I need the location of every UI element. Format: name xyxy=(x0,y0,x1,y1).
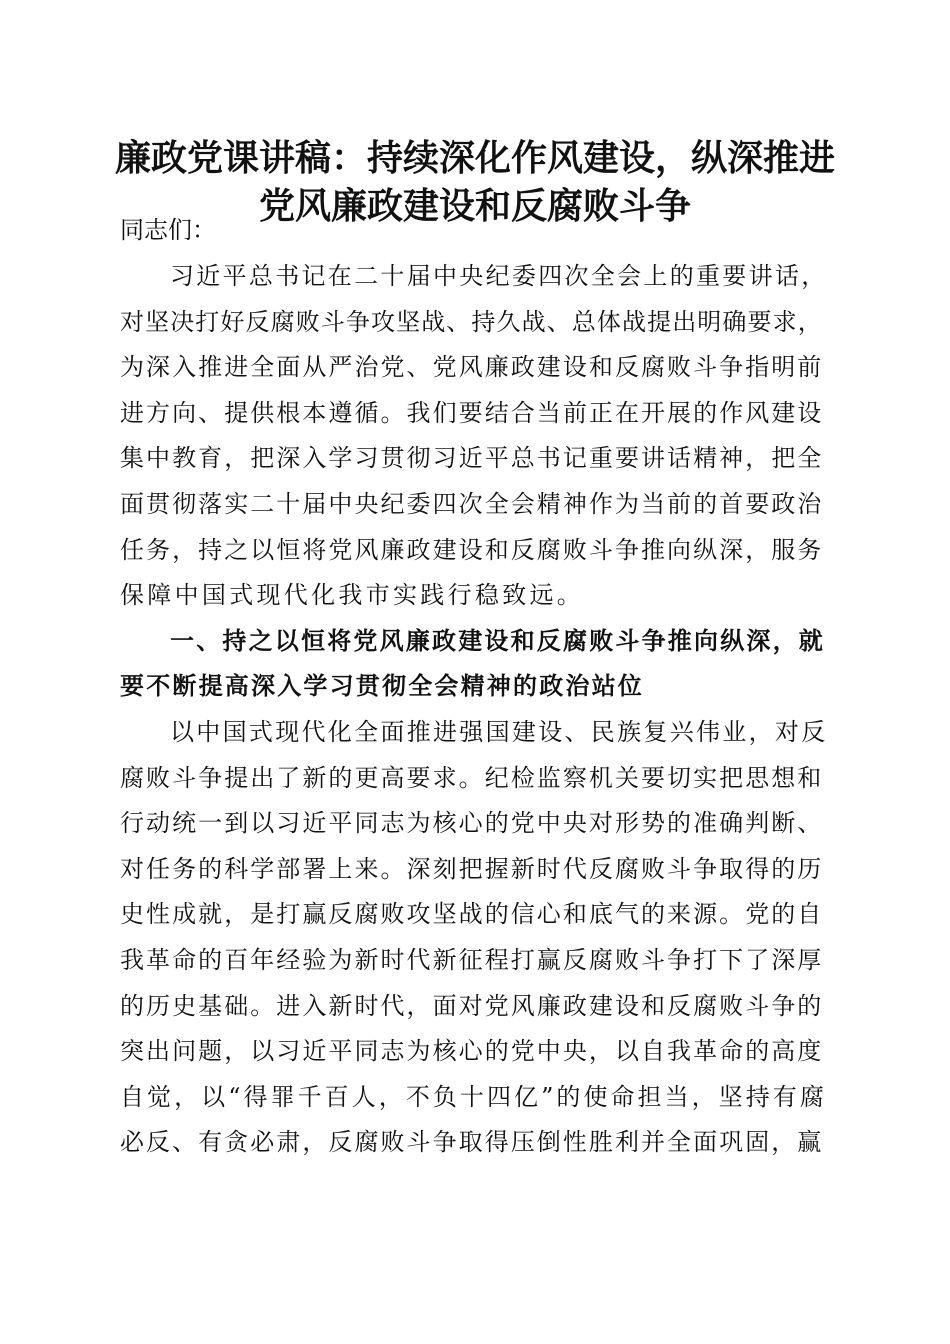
heading-line: 要不断提高深入学习贯彻全会精神的政治站位 xyxy=(120,672,644,701)
paragraph-line: 史性成就，是打赢反腐败攻坚战的信心和底气的来源。党的自 xyxy=(120,900,824,929)
paragraph-line: 对任务的科学部署上来。深刻把握新时代反腐败斗争取得的历 xyxy=(120,854,824,883)
heading-line: 一、持之以恒将党风廉政建设和反腐败斗争推向纵深，就 xyxy=(170,626,825,655)
paragraph-2 xyxy=(120,710,828,1166)
section-heading-1 xyxy=(120,619,828,710)
paragraph-line: 集中教育，把深入学习贯彻习近平总书记重要讲话精神，把全 xyxy=(120,444,824,473)
paragraph-line: 自觉，以“得罪千百人，不负十四亿”的使命担当，坚持有腐 xyxy=(120,1082,827,1111)
document-title-line-2: 党风廉政建设和反腐败斗争 xyxy=(258,185,691,227)
paragraph-line: 习近平总书记在二十届中央纪委四次全会上的重要讲话， xyxy=(170,262,828,290)
salutation: 同志们： xyxy=(120,216,216,244)
paragraph-line: 腐败斗争提出了新的更高要求。纪检监察机关要切实把思想和 xyxy=(120,763,824,792)
paragraph-line: 为深入推进全面从严治党、党风廉政建设和反腐败斗争指明前 xyxy=(120,353,824,382)
paragraph-line: 以中国式现代化全面推进强国建设、民族复兴伟业，对反 xyxy=(170,717,828,746)
paragraph-line: 面贯彻落实二十届中央纪委四次全会精神作为当前的首要政治 xyxy=(120,489,824,518)
paragraph-line: 进方向、提供根本遵循。我们要结合当前正在开展的作风建设 xyxy=(120,398,824,427)
paragraph-line: 保障中国式现代化我市实践行稳致远。 xyxy=(120,581,585,610)
paragraph-line: 必反、有贪必肃，反腐败斗争取得压倒性胜利并全面巩固，赢 xyxy=(120,1128,824,1157)
document-title-line-1: 廉政党课讲稿：持续深化作风建设，纵深推进 xyxy=(114,137,835,179)
paragraph-line: 我革命的百年经验为新时代新征程打赢反腐败斗争打下了深厚 xyxy=(120,945,824,974)
document-body xyxy=(120,254,828,1166)
paragraph-1 xyxy=(120,254,828,619)
paragraph-line: 行动统一到以习近平同志为核心的党中央对形势的准确判断、 xyxy=(120,809,824,838)
paragraph-line: 对坚决打好反腐败斗争攻坚战、持久战、总体战提出明确要求， xyxy=(120,307,823,336)
paragraph-line: 突出问题，以习近平同志为核心的党中央，以自我革命的高度 xyxy=(120,1037,824,1066)
paragraph-line: 的历史基础。进入新时代，面对党风廉政建设和反腐败斗争的 xyxy=(120,991,824,1020)
paragraph-line: 任务，持之以恒将党风廉政建设和反腐败斗争推向纵深，服务 xyxy=(120,535,824,564)
